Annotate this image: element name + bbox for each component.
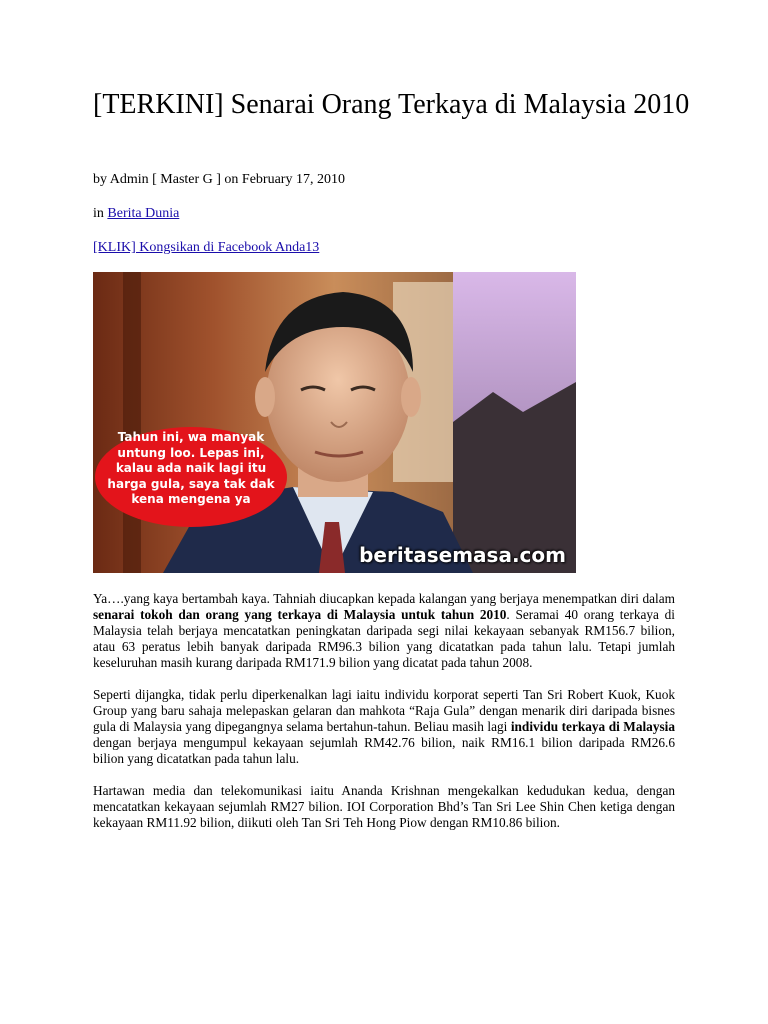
paragraph-1: [93, 591, 675, 671]
paragraph-3: [93, 783, 675, 831]
share-row: [93, 240, 319, 256]
article-body: [93, 591, 675, 847]
paragraph-1-bold: senarai tokoh dan orang yang terkaya di Malaysia untuk tahun 2010: [93, 607, 507, 622]
category-prefix: in: [93, 206, 108, 221]
paragraph-2-text-a: Seperti dijangka, tidak perlu diperkenalkan lagi iaitu individu korporat seperti Tan Sri Robert Kuok, Kuok Group yang baru sahaja melepaskan gelaran dan mahkota “Raja Gula” dengan menarik diri daripada bisnes gula di Malaysia yang dipegangnya selama bertahun-tahun. Beliau masih lagi: [93, 687, 675, 734]
article-title: [TERKINI] Senarai Orang Terkaya di Malaysia 2010: [93, 89, 690, 120]
image-watermark: beritasemasa.com: [359, 543, 566, 567]
speech-bubble-text: Tahun ini, wa manyak untung loo. Lepas ini, kalau ada naik lagi itu harga gula, saya tak dak kena mengena ya: [107, 430, 275, 506]
paragraph-2: [93, 687, 675, 767]
facebook-share-link[interactable]: [KLIK] Kongsikan di Facebook Anda13: [93, 240, 320, 255]
paragraph-2-text-b: dengan berjaya mengumpul kekayaan sejumlah RM42.76 bilion, naik RM16.1 bilion daripada RM26.6 bilion yang dicatatkan pada tahun lalu.: [93, 735, 675, 766]
paragraph-2-bold: individu terkaya di Malaysia: [510, 719, 675, 734]
paragraph-3-text-a: Hartawan media dan telekomunikasi iaitu Ananda Krishnan mengekalkan kedudukan kedua, dengan mencatatkan kekayaan sejumlah RM27 bilion. IOI Corporation Bhd’s Tan Sri Lee Shin Chen ketiga dengan kekayaan RM11.92 bilion, diikuti oleh Tan Sri Teh Hong Piow dengan RM10.86 bilion.: [93, 783, 675, 830]
paragraph-1-text-b: . Seramai 40 orang terkaya di Malaysia telah berjaya mencatatkan peningkatan daripada segi nilai kekayaan sebanyak RM156.7 bilion, atau 63 peratus lebih banyak daripada RM96.3 bilion yang dicatatkan pada tahun lalu. Tetapi jumlah keseluruhan masih kurang daripada RM171.9 bilion yang dicatat pada tahun 2008.: [93, 607, 675, 670]
article-photo: [93, 272, 576, 573]
photo-illustration: [93, 272, 576, 573]
paragraph-1-text-a: Ya….yang kaya bertambah kaya. Tahniah diucapkan kepada kalangan yang berjaya menempatkan diri dalam: [93, 591, 675, 606]
category-link[interactable]: Berita Dunia: [107, 206, 180, 221]
article-category: [93, 206, 179, 222]
article-byline: by Admin [ Master G ] on February 17, 2010: [93, 172, 345, 187]
